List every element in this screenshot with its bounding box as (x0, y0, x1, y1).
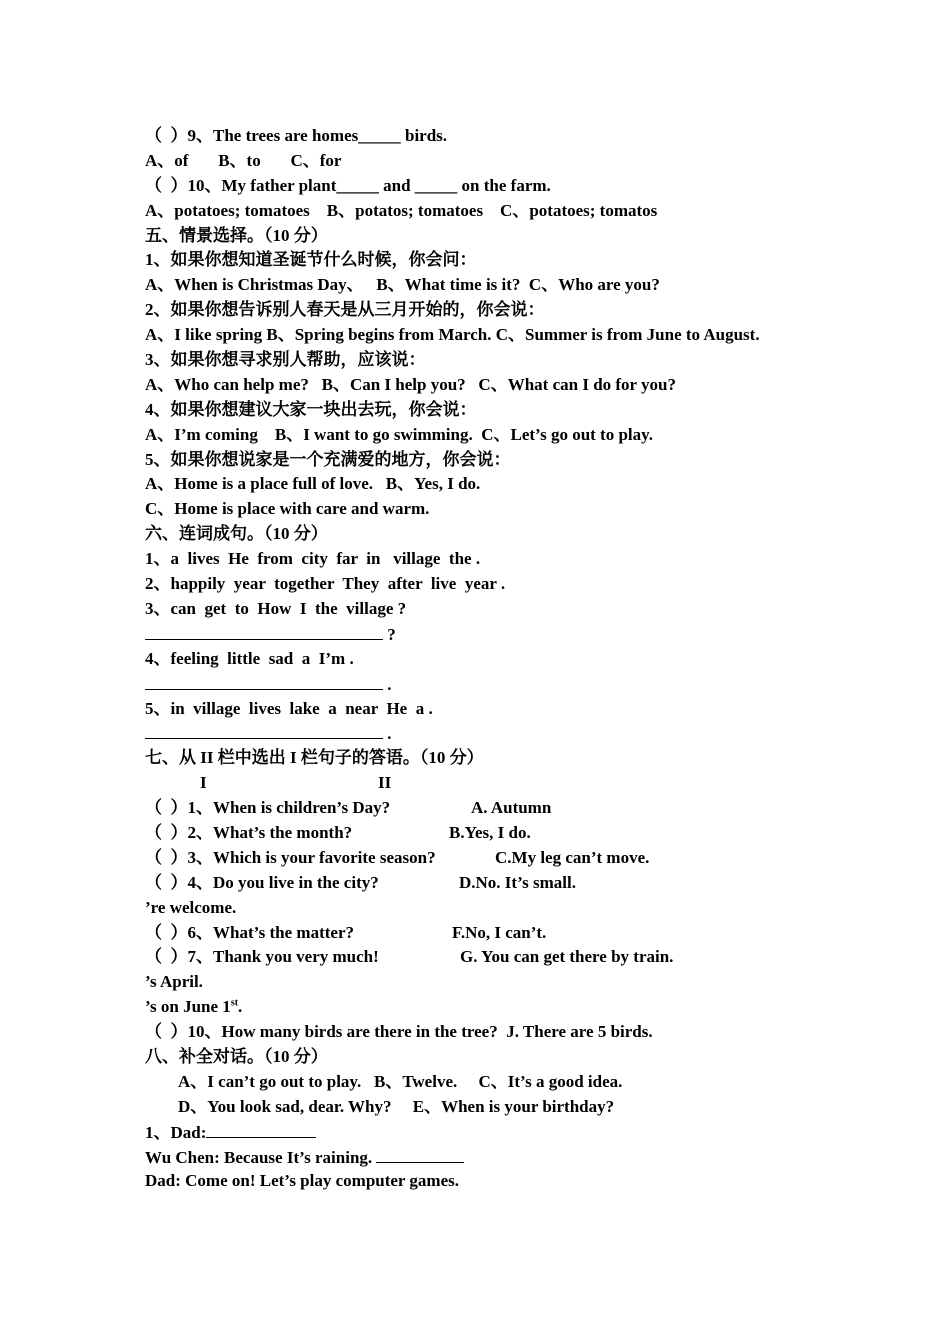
s6-answer-3[interactable]: ? (145, 622, 810, 647)
s5-a1: A、When is Christmas Day、 B、What time is it? C、Who are you? (145, 275, 660, 295)
s7-row-1: （ ）1、When is children’s Day? A. Autumn (145, 798, 552, 818)
question-10-options: A、potatoes; tomatoes B、potatos; tomatoes C、potatoes; tomatos (145, 200, 658, 220)
section-5-title: 五、情景选择。（10 分） (145, 225, 328, 245)
s6-item-2: 2、happily year together They after live year . (145, 574, 506, 594)
section-8-title: 八、补全对话。（10 分） (145, 1046, 328, 1066)
answer-blank[interactable] (145, 672, 383, 690)
s7-row-8: ’s April. (145, 972, 203, 992)
s6-answer-5[interactable]: . (145, 721, 810, 746)
answer-blank[interactable] (376, 1145, 464, 1163)
s7-column-headers (145, 771, 810, 796)
s5-q5: 5、如果你想说家是一个充满爱的地方，你会说： (145, 449, 511, 469)
s6-item-1: 1、a lives He from city far in village the . (145, 549, 481, 569)
s7-row-4: （ ）4、Do you live in the city? D.No. It’s small. (145, 872, 576, 892)
s5-q1: 1、如果你想知道圣诞节什么时候，你会问： (145, 250, 477, 270)
s5-q4: 4、如果你想建议大家一块出去玩，你会说： (145, 399, 477, 419)
s5-a3: A、Who can help me? B、Can I help you? C、What can I do for you? (145, 374, 677, 394)
s6-item-4: 4、feeling little sad a I’m . (145, 648, 354, 668)
s8-options-line-1: A、I can’t go out to play. B、Twelve. C、It’s a good idea. (178, 1071, 623, 1091)
exam-page (145, 124, 810, 1194)
column-ii-header: II (378, 773, 392, 793)
s8-dialog-3: Dad: Come on! Let’s play computer games. (145, 1171, 459, 1191)
s7-row-2: （ ）2、What’s the month? B.Yes, I do. (145, 822, 531, 842)
column-i-header: I (200, 773, 207, 793)
answer-blank[interactable] (145, 721, 383, 739)
s5-a2: A、I like spring B、Spring begins from March. C、Summer is from June to August. (145, 325, 760, 345)
question-10-stem: （ ）10、My father plant_____ and _____ on the farm. (145, 175, 551, 195)
s8-dialog-2: Wu Chen: Because It’s raining. (145, 1145, 810, 1170)
s7-row-5: ’re welcome. (145, 897, 237, 917)
s5-a5: A、Home is a place full of love. B、Yes, I do. (145, 474, 481, 494)
section-7-title: 七、从 II 栏中选出 I 栏句子的答语。（10 分） (145, 748, 484, 768)
s7-row-7: （ ）7、Thank you very much! G. You can get there by train. (145, 947, 674, 967)
question-9-options: A、of B、to C、for (145, 150, 342, 170)
s7-row-9: ’s on June 1st. (145, 997, 243, 1017)
s5-a4: A、I’m coming B、I want to go swimming. C、Let’s go out to play. (145, 424, 653, 444)
s6-item-5: 5、in village lives lake a near He a . (145, 698, 433, 718)
s5-q3: 3、如果你想寻求别人帮助，应该说： (145, 350, 426, 370)
s6-item-3: 3、can get to How I the village ? (145, 598, 407, 618)
s5-q2: 2、如果你想告诉别人春天是从三月开始的，你会说： (145, 300, 545, 320)
answer-blank[interactable] (145, 622, 383, 640)
s5-a5-option-c: C、Home is place with care and warm. (145, 499, 430, 519)
s6-answer-4[interactable]: . (145, 672, 810, 697)
s7-row-3: （ ）3、Which is your favorite season? C.My leg can’t move. (145, 847, 650, 867)
section-6-title: 六、连词成句。（10 分） (145, 524, 328, 544)
s8-options-line-2: D、You look sad, dear. Why? E、When is your birthday? (178, 1096, 615, 1116)
s8-dialog-1: 1、Dad: (145, 1120, 810, 1145)
s7-row-6: （ ）6、What’s the matter? F.No, I can’t. (145, 922, 547, 942)
answer-blank[interactable] (206, 1120, 316, 1138)
question-9-stem: （ ）9、The trees are homes_____ birds. (145, 126, 448, 145)
s7-row-10: （ ）10、How many birds are there in the tree? J. There are 5 birds. (145, 1022, 653, 1042)
